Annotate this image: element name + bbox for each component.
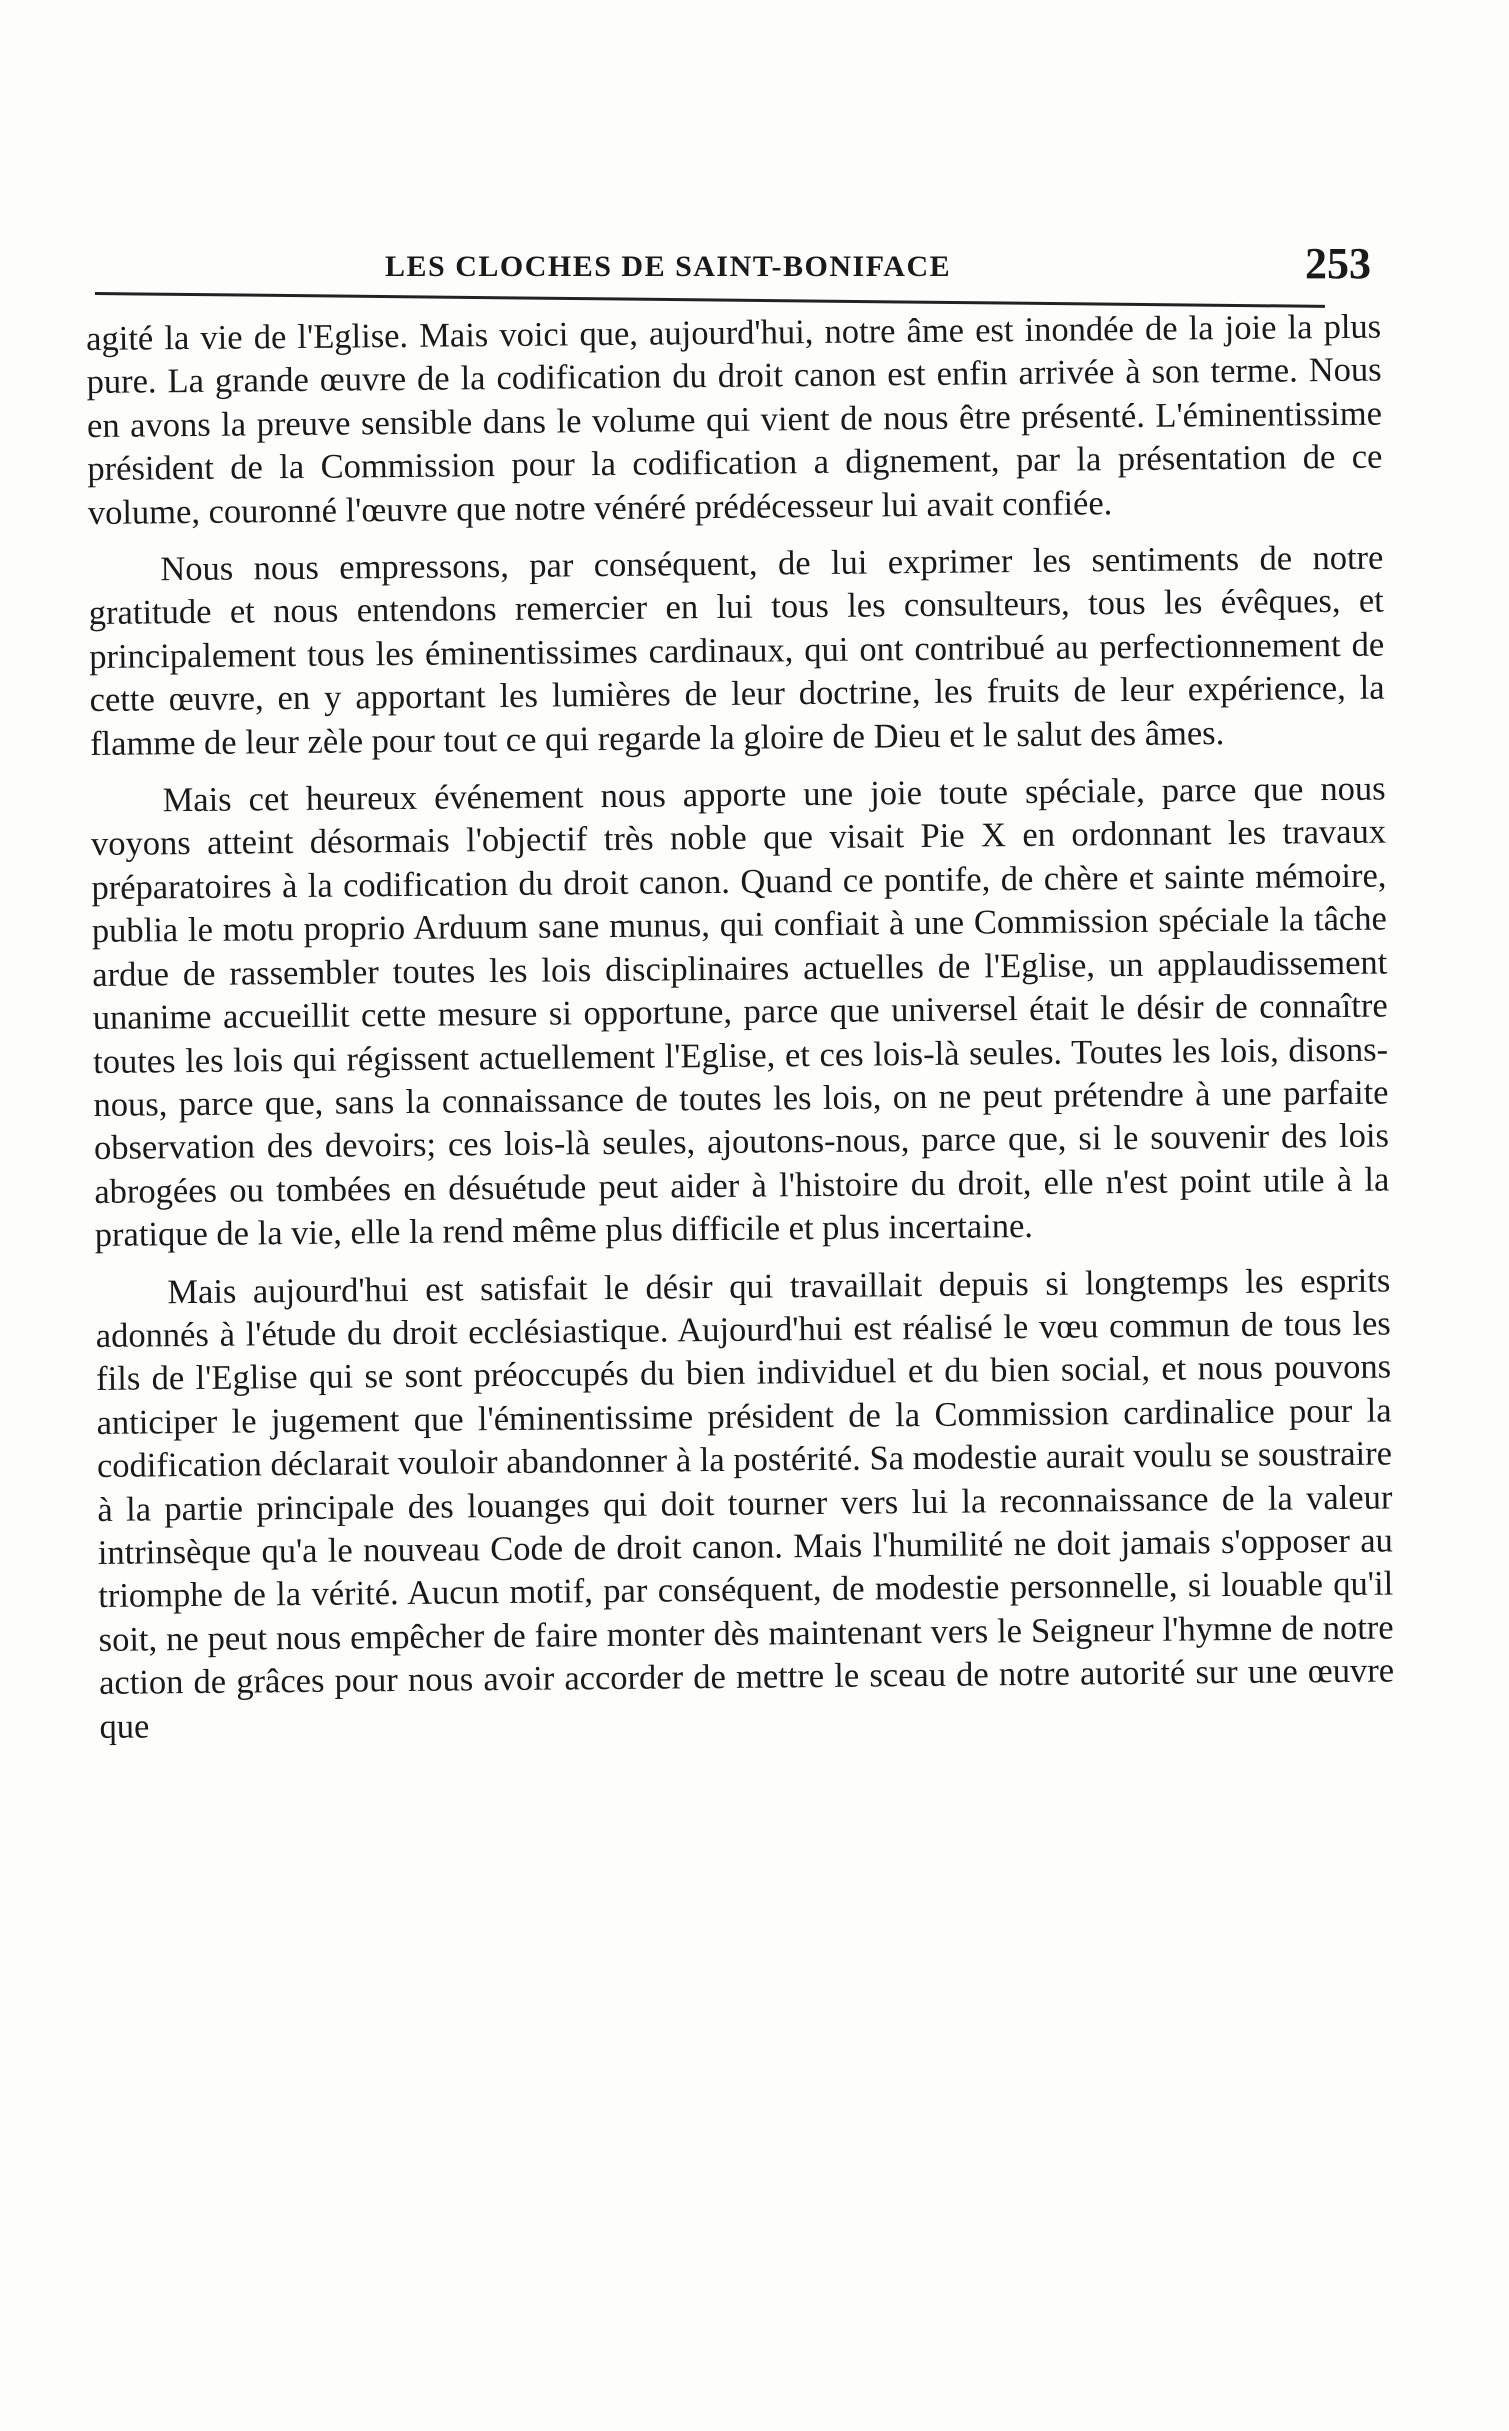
page-header: [95, 232, 1389, 292]
running-title: LES CLOCHES DE SAINT-BONIFACE: [385, 250, 952, 283]
paragraph-2: Nous nous empressons, par conséquent, de lui exprimer les sentiments de notre gratitude et nous entendons remercier en lui tous les consulteurs, tous les évêques, et principalement tous les éminentissimes cardinaux, qui ont contribué au perfectionnement de cette œuvre, en y apportant les lumières de leur doctrine, les fruits de leur expérience, la flamme de leur zèle pour tout ce qui regarde la gloire de Dieu et le salut des âmes.: [88, 538, 1385, 763]
paragraph-4: Mais aujourd'hui est satisfait le désir qui travaillait depuis si longtemps les esprits adonnés à l'étude du droit ecclésiastique. Aujourd'hui est réalisé le vœu commun de tous les fils de l'Eglise qui se sont préoccupés du bien individuel et du bien social, et nous pouvons anticiper le jugement que l'éminentissime président de la Commission cardinalice pour la codification déclarait vouloir abandonner à la postérité. Sa modestie aurait voulu se soustraire à la partie principale des louanges qui doit tourner vers lui la reconnaissance de la valeur intrinsèque qu'a le nouveau Code de droit canon. Mais l'humilité ne doit jamais s'opposer au triomphe de la vérité. Aucun motif, par conséquent, de modestie personnelle, si louable qu'il soit, ne peut nous empêcher de faire monter dès maintenant vers le Seigneur l'hymne de notre action de grâces pour nous avoir accorder de mettre le sceau de notre autorité sur une œuvre que: [95, 1261, 1395, 1746]
page-number: 253: [1305, 239, 1371, 288]
paragraph-1: agité la vie de l'Eglise. Mais voici que, aujourd'hui, notre âme est inondée de la joie la plus pure. La grande œuvre de la codification du droit canon est enfin arrivée à son terme. Nous en avons la preuve sensible dans le volume qui vient de nous être présenté. L'éminentissime président de la Commission pour la codification a dignement, par la présentation de ce volume, couronné l'œuvre que notre vénéré prédécesseur lui avait confiée.: [86, 307, 1383, 532]
paragraph-3: Mais cet heureux événement nous apporte une joie toute spéciale, parce que nous voyons atteint désormais l'objectif très noble que visait Pie X en ordonnant les travaux préparatoires à la codification du droit canon. Quand ce pontife, de chère et sainte mémoire, publia le motu proprio Arduum sane munus, qui confiait à une Commission spéciale la tâche ardue de rassembler toutes les lois disciplinaires actuelles de l'Eglise, un applaudissement unanime accueillit cette mesure si opportune, parce que universel était le désir de connaître toutes les lois qui régissent actuellement l'Eglise, et ces lois-là seules. Toutes les lois, disons-nous, parce que, sans la connaissance de toutes les lois, on ne peut prétendre à une parfaite observation des devoirs; ces lois-là seules, ajoutons-nous, parce que, si le souvenir des lois abrogées ou tombées en désuétude peut aider à l'histoire du droit, elle n'est point utile à la pratique de la vie, elle la rend même plus difficile et plus incertaine.: [90, 769, 1390, 1255]
body-text: [86, 306, 1395, 1763]
header-rule: [95, 292, 1325, 308]
